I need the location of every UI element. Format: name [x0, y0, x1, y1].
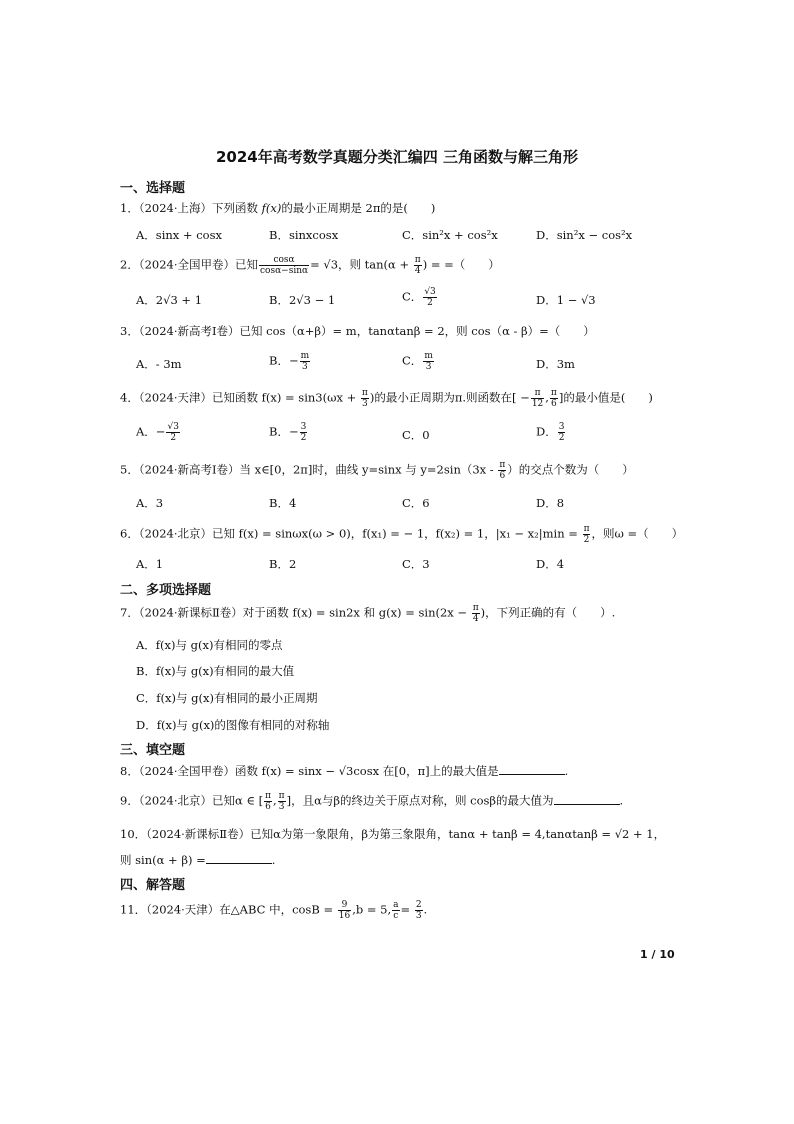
q6-option-d[interactable]: D．4 [536, 557, 565, 571]
q3-option-a[interactable]: A．- 3m [136, 357, 182, 371]
q9-b-den: 3 [278, 802, 285, 812]
q2-fraction [259, 255, 309, 276]
question-1-post: 的最小正周期是 2π的是( ) [281, 201, 436, 215]
question-11-mid: ,b = 5, [352, 902, 392, 917]
question-6-post: ，则ω =（ ） [591, 526, 684, 541]
q7-option-d[interactable]: D．f(x)与 g(x)的图像有相同的对称轴 [136, 718, 330, 732]
question-4 [120, 388, 653, 409]
q3-option-d[interactable]: D．3m [536, 357, 575, 371]
q6-num: π [583, 524, 590, 534]
question-2-post: ) = =（ ） [422, 257, 500, 272]
q3-option-c-label: C． [402, 353, 423, 368]
q1-option-c[interactable]: C．sin²x + cos²x [402, 228, 498, 242]
question-2-pre: 2．（2024·全国甲卷）已知 [120, 257, 258, 272]
question-8 [120, 762, 568, 780]
question-6-pre: 6．（2024·北京）已知 f(x) = sinωx(ω > 0)，f(x₁) = − 1，f(x₂) = 1，|x₁ − x₂|min = [120, 526, 582, 541]
question-5-options [136, 494, 676, 514]
q4-ob-num: 3 [300, 422, 307, 432]
question-3: 3．（2024·新高考Ⅰ卷）已知 cos（α+β）= m，tanαtanβ = 2，则 cos（α - β）=（ ） [120, 324, 595, 338]
question-4-mid: )的最小正周期为π.则函数在[ − [369, 390, 530, 405]
question-4-options [136, 422, 676, 446]
q11-a-num: a [393, 900, 399, 910]
q4-a-den: 12 [531, 399, 544, 409]
question-9-end: . [619, 793, 624, 808]
question-2 [120, 255, 500, 276]
q1-option-d[interactable]: D．sin²x − cos²x [536, 228, 633, 242]
question-1-pre: 1．（2024·上海）下列函数 [120, 201, 262, 215]
q5-option-d[interactable]: D．8 [536, 496, 565, 510]
q9-b-frac [278, 791, 286, 812]
section-heading-multi: 二、多项选择题 [120, 583, 212, 598]
section-heading-solve: 四、解答题 [120, 878, 186, 893]
q4-b-frac [550, 388, 558, 409]
q4-ob-den: 2 [300, 433, 307, 443]
question-5-pre: 5．（2024·新高考Ⅰ卷）当 x∈[0，2π]时，曲线 y=sinx 与 y=2sin（3x - [120, 462, 498, 477]
q2-option-c-frac [423, 287, 436, 308]
q5-option-a[interactable]: A．3 [136, 496, 164, 510]
q4-p-den: 3 [362, 399, 368, 409]
question-7 [120, 603, 615, 624]
question-7-post: )，下列正确的有（ ）. [480, 605, 616, 620]
q4-option-b[interactable] [269, 422, 308, 443]
question-8-post: . [564, 764, 569, 778]
q3-c-num: m [424, 351, 433, 361]
q1-option-b[interactable]: B．sinxcosx [269, 228, 339, 242]
q6-option-c[interactable]: C．3 [402, 557, 430, 571]
q3-option-c[interactable] [402, 351, 435, 372]
question-1-options [136, 226, 676, 246]
q11-r-frac [415, 900, 423, 921]
q9-a-num: π [265, 791, 271, 801]
q5-option-b[interactable]: B．4 [269, 496, 297, 510]
q4-comma: , [545, 390, 549, 405]
question-4-post: ]的最小值是( ) [558, 390, 653, 405]
page-title: 2024年高考数学真题分类汇编四 三角函数与解三角形 [216, 148, 578, 166]
q11-r-num: 2 [415, 900, 422, 910]
q2-option-d[interactable]: D．1 − √3 [536, 293, 596, 307]
q2-option-c[interactable] [402, 287, 438, 308]
section-heading-fill: 三、填空题 [120, 743, 186, 758]
q4-od-den: 2 [558, 433, 565, 443]
question-5-post: ）的交点个数为（ ） [507, 462, 634, 477]
q11-c-den: 16 [338, 911, 351, 921]
q4-option-a[interactable] [136, 422, 181, 443]
q3-option-c-frac [423, 351, 434, 372]
q11-c-frac [338, 900, 351, 921]
q4-option-c[interactable]: C．0 [402, 428, 430, 442]
q4-option-b-frac [300, 422, 308, 443]
question-8-pre: 8．（2024·全国甲卷）函数 f(x) = sinx − √3cosx 在[0，π]上的最大值是 [120, 764, 499, 778]
q3-option-b-frac [300, 351, 311, 372]
q11-c-num: 9 [338, 900, 351, 911]
q4-p-num: π [361, 388, 368, 398]
q4-pi3-frac [361, 388, 369, 409]
q7-option-b[interactable]: B．f(x)与 g(x)有相同的最大值 [136, 664, 295, 678]
q11-a-den: c [393, 911, 399, 921]
q4-od-num: 3 [558, 422, 565, 432]
q4-oa-num: √3 [167, 422, 179, 432]
question-6 [120, 524, 683, 545]
q4-option-a-label: A．− [136, 424, 166, 439]
q4-option-b-label: B．− [269, 424, 299, 439]
q9-answer-blank[interactable] [554, 793, 620, 805]
q3-b-num: m [300, 351, 310, 361]
q3-option-b-label: B．− [269, 353, 299, 368]
q8-answer-blank[interactable] [499, 763, 565, 775]
q11-r-den: 3 [415, 911, 422, 921]
q2-pi-num: π [414, 255, 421, 265]
q9-a-den: 6 [265, 802, 271, 812]
q6-option-a[interactable]: A．1 [136, 557, 164, 571]
q3-b-den: 3 [302, 362, 308, 372]
q2-frac-num: cosα [259, 255, 309, 266]
q4-option-a-frac [166, 422, 179, 443]
q2-option-b[interactable]: B．2√3 − 1 [269, 293, 336, 307]
q4-oa-den: 2 [170, 433, 177, 443]
question-10-line2 [120, 851, 275, 869]
q4-a-frac [531, 388, 544, 409]
q4-option-d-label: D． [536, 424, 557, 439]
q3-option-b[interactable] [269, 351, 311, 372]
q2-c-den: 2 [427, 298, 433, 308]
question-11-post: . [423, 902, 428, 917]
q7-num: π [472, 603, 479, 613]
q9-a-frac [264, 791, 272, 812]
q5-den: 6 [499, 471, 506, 481]
question-9-pre: 9．（2024·北京）已知α ∈ [ [120, 793, 264, 808]
page-number: 1 / 10 [640, 948, 675, 961]
question-6-options [136, 555, 676, 575]
q6-den: 2 [583, 535, 590, 545]
q5-option-c[interactable]: C．6 [402, 496, 430, 510]
question-4-pre: 4．（2024·天津）已知函数 f(x) = sin3(ωx + [120, 390, 360, 405]
q6-frac [583, 524, 591, 545]
q4-b-den: 6 [551, 399, 557, 409]
q2-frac-den: cosα−sinα [260, 266, 309, 276]
question-1-func: f(x) [261, 201, 282, 215]
question-11-pre: 11．（2024·天津）在△ABC 中，cosB = [120, 902, 337, 917]
section-heading-choice: 一、选择题 [120, 181, 186, 196]
question-10-post: . [271, 853, 276, 867]
q4-option-d[interactable] [536, 422, 566, 443]
q2-pi-den: 4 [414, 266, 421, 276]
question-11-eq: = [400, 902, 414, 917]
question-2-mid: = √3，则 tan(α + [310, 257, 413, 272]
q2-option-c-label: C． [402, 289, 423, 304]
question-10-pre: 则 sin(α + β) = [120, 853, 206, 867]
question-3-options [136, 351, 676, 375]
q2-c-num: √3 [424, 287, 436, 297]
question-10-line1: 10．（2024·新课标Ⅱ卷）已知α为第一象限角，β为第三象限角，tanα + tanβ = 4,tanαtanβ = √2 + 1， [120, 827, 666, 841]
q7-frac [472, 603, 480, 624]
question-5 [120, 460, 634, 481]
question-11 [120, 900, 427, 921]
q2-option-a[interactable]: A．2√3 + 1 [136, 293, 203, 307]
question-9 [120, 791, 623, 812]
question-1 [120, 199, 435, 217]
q9-comma: , [273, 793, 277, 808]
q7-option-c[interactable]: C．f(x)与 g(x)有相同的最小正周期 [136, 691, 318, 705]
q9-b-num: π [278, 791, 285, 801]
question-2-options [136, 287, 676, 311]
q6-option-b[interactable]: B．2 [269, 557, 297, 571]
q3-c-den: 3 [425, 362, 432, 372]
q4-option-d-frac [558, 422, 566, 443]
q5-num: π [499, 460, 506, 470]
q4-a-num: π [531, 388, 544, 399]
q2-pi-fraction [414, 255, 422, 276]
q7-option-a[interactable]: A．f(x)与 g(x)有相同的零点 [136, 638, 283, 652]
question-7-pre: 7．（2024·新课标Ⅱ卷）对于函数 f(x) = sin2x 和 g(x) = sin(2x − [120, 605, 471, 620]
q4-b-num: π [550, 388, 557, 398]
q11-ac-frac [392, 900, 399, 921]
q1-option-a[interactable]: A．sinx + cosx [136, 228, 222, 242]
q5-frac [498, 460, 506, 481]
q7-den: 4 [472, 614, 479, 624]
question-9-post: ]，且α与β的终边关于原点对称，则 cosβ的最大值为 [286, 793, 554, 808]
q10-answer-blank[interactable] [206, 852, 272, 864]
